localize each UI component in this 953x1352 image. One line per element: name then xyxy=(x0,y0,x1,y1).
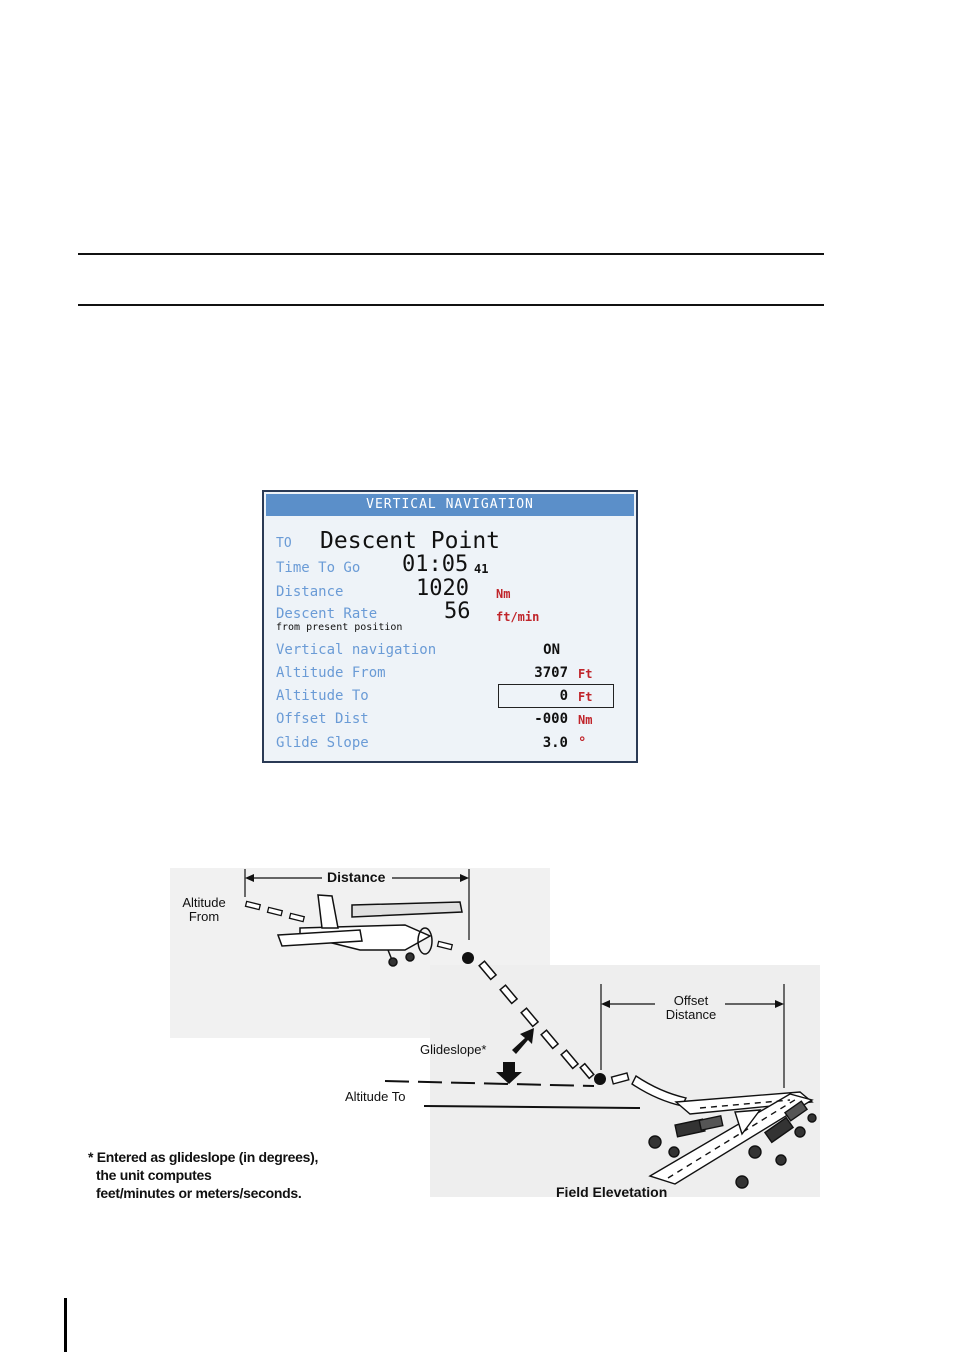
time-to-go-value: 01:05 xyxy=(402,552,469,577)
altitude-to-label: Altitude To xyxy=(345,1089,406,1104)
time-to-go-seconds: 41 xyxy=(474,562,489,576)
footnote-line: * Entered as glideslope (in degrees), xyxy=(88,1149,319,1165)
distance-unit: Nm xyxy=(496,587,511,601)
row-value: 0 xyxy=(559,688,568,704)
row-value: -000 xyxy=(534,711,568,727)
descent-rate-value: 56 xyxy=(444,599,471,624)
row-unit: Ft xyxy=(578,690,593,704)
distance-label: Distance xyxy=(327,869,386,885)
row-value: ON xyxy=(543,642,560,658)
row-label: Altitude To xyxy=(276,688,369,704)
row-label: Vertical navigation xyxy=(276,642,437,658)
row-label: Glide Slope xyxy=(276,735,369,751)
bottom-rule xyxy=(78,304,824,306)
row-unit: Ft xyxy=(578,667,593,681)
row-unit: Nm xyxy=(578,713,593,727)
screen-title: VERTICAL NAVIGATION xyxy=(266,494,634,516)
footnote-line: the unit computes xyxy=(96,1167,212,1183)
row-value: 3707 xyxy=(534,665,568,681)
vertical-navigation-screen xyxy=(262,490,638,763)
row-label: Offset Dist xyxy=(276,711,369,727)
descent-rate-unit: ft/min xyxy=(496,610,540,624)
glideslope-label: Glideslope* xyxy=(420,1042,487,1057)
row-label: Altitude From xyxy=(276,665,386,681)
row-unit: ° xyxy=(578,735,587,751)
distance-label: Distance xyxy=(276,584,344,600)
glideslope-footnote xyxy=(88,1148,318,1202)
offset-distance-label: Offset Distance xyxy=(665,993,717,1022)
field-elevation-label: Field Elevetation xyxy=(556,1184,668,1200)
page-edge-bar xyxy=(64,1298,67,1352)
footnote-line: feet/minutes or meters/seconds. xyxy=(96,1185,302,1201)
top-rule xyxy=(78,253,824,255)
row-value: 3.0 xyxy=(542,735,568,751)
altitude-from-label: Altitude From xyxy=(182,895,226,924)
distance-value: 1020 xyxy=(416,576,469,601)
destination-name: Descent Point xyxy=(320,528,501,554)
to-label: TO xyxy=(276,536,292,551)
time-to-go-label: Time To Go xyxy=(276,560,361,576)
descent-rate-label: Descent Rate xyxy=(276,606,378,622)
descent-rate-note: from present position xyxy=(276,622,403,633)
